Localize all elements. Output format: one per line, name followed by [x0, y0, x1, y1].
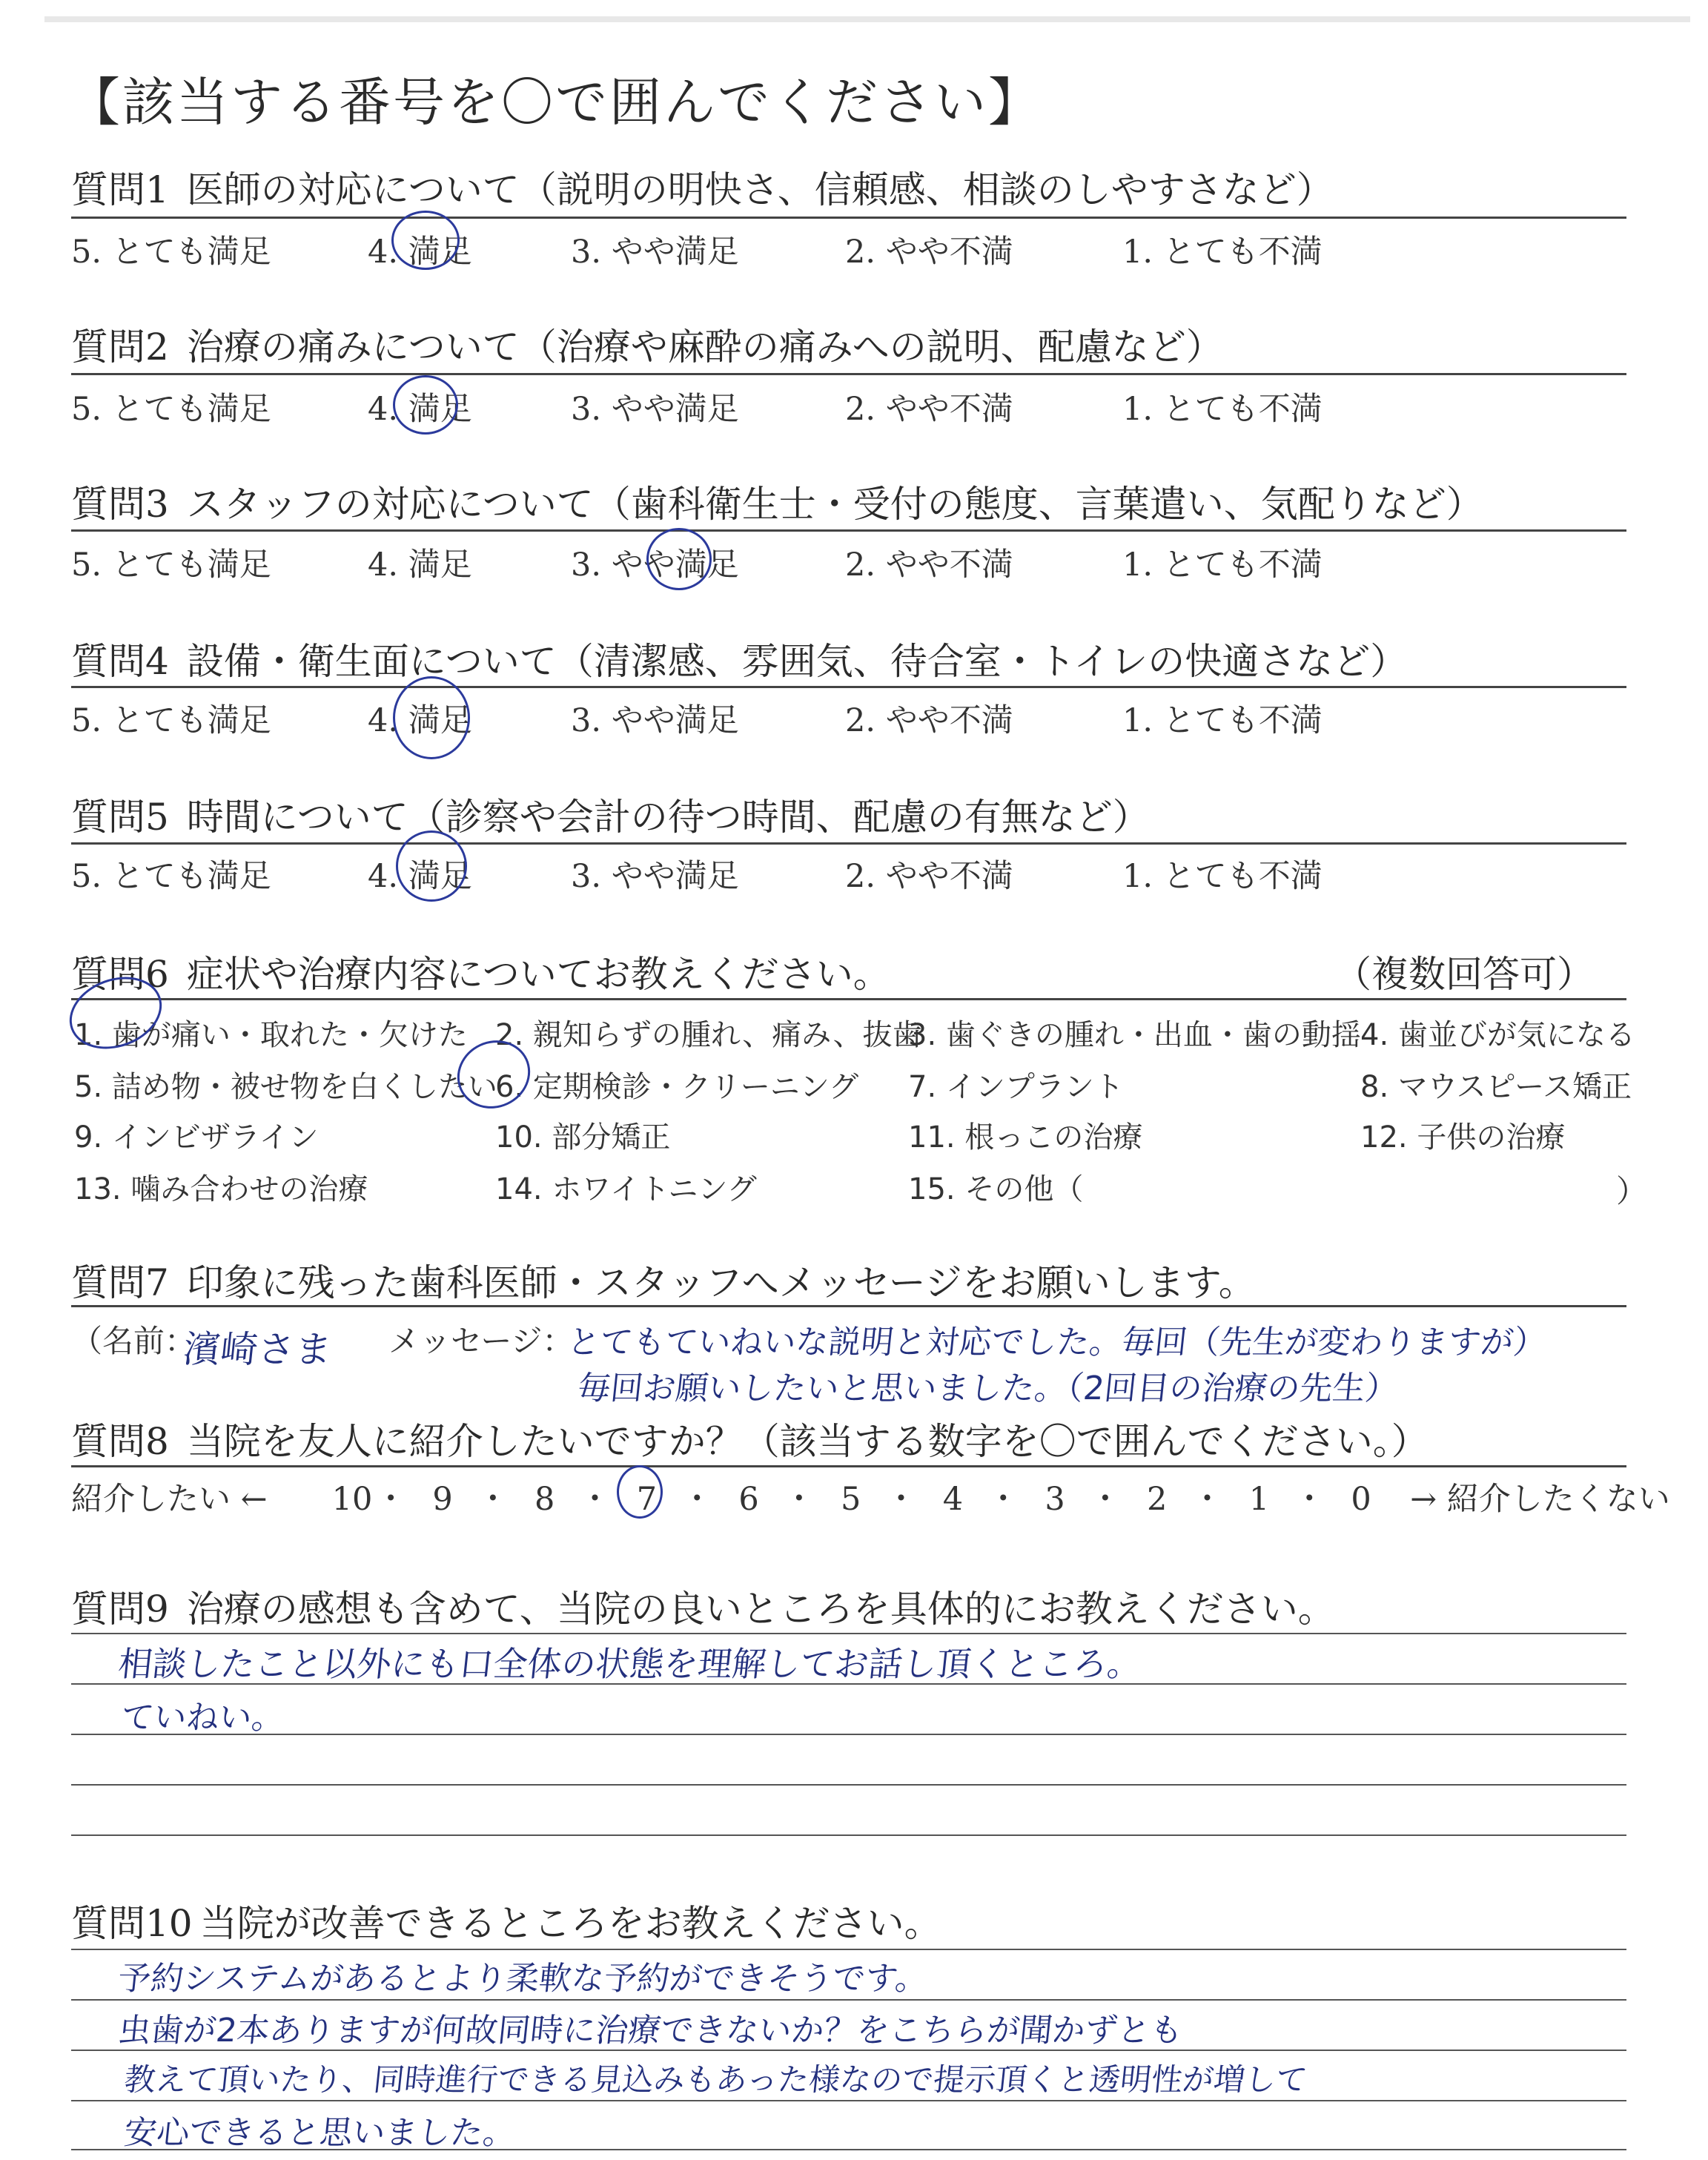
handwritten-message-line-2: 毎回お願いしたいと思いました。（2回目の治療の先生） [575, 1370, 1400, 1407]
question-text: 当院が改善できるところをお教えください。 [199, 1902, 941, 1945]
question-text: 時間について（診察や会計の待つ時間、配慮の有無など） [186, 796, 1150, 839]
handwritten-name: 濱崎さま [181, 1328, 334, 1371]
question-number: 質問2 [71, 326, 169, 369]
option-4[interactable]: 4. 満足 [368, 234, 472, 271]
symptom-option-3[interactable]: 3. 歯ぐきの腫れ・出血・歯の動揺 [908, 1018, 1361, 1052]
question-text: スタッフの対応について（歯科衛生士・受付の態度、言葉遣い、気配りなど） [186, 483, 1483, 526]
symptom-option-9[interactable]: 9. インビザライン [74, 1120, 319, 1155]
handwritten-answer-line-3: 教えて頂いたり、同時進行できる見込みもあった様なので提示頂くと透明性が増して [122, 2061, 1309, 2098]
question-text: 医師の対応について（説明の明快さ、信頼感、相談のしやすさなど） [186, 168, 1334, 211]
question-10 [71, 1894, 941, 1947]
divider [71, 1465, 1626, 1467]
question-number: 質問6 [71, 953, 169, 996]
divider [71, 1305, 1626, 1307]
answer-line [71, 1734, 1626, 1735]
option-1[interactable]: 1. とても不満 [1122, 234, 1323, 271]
question-number: 質問9 [71, 1588, 169, 1631]
question-text: 治療の痛みについて（治療や麻酔の痛みへの説明、配慮など） [186, 326, 1223, 369]
scale-value-0[interactable]: 0 [1351, 1481, 1371, 1518]
option-3[interactable]: 3. やや満足 [571, 702, 739, 739]
symptom-option-6[interactable]: 6. 定期検診・クリーニング [495, 1070, 859, 1104]
symptom-option-2[interactable]: 2. 親知らずの腫れ、痛み、抜歯 [495, 1018, 922, 1052]
handwritten-answer-line-4: 安心できると思いました。 [122, 2114, 518, 2152]
scale-dot: ・ [1191, 1481, 1224, 1518]
divider [71, 217, 1626, 219]
option-4[interactable]: 4. 満足 [368, 858, 472, 895]
question-7 [71, 1253, 1256, 1307]
recommend-scale [71, 1474, 1670, 1519]
scale-dot: ・ [579, 1481, 612, 1518]
question-8 [71, 1412, 1429, 1465]
question-3 [71, 475, 1483, 528]
option-1[interactable]: 1. とても不満 [1122, 858, 1323, 895]
option-2[interactable]: 2. やや不満 [845, 234, 1013, 271]
scan-edge [44, 16, 1690, 22]
symptom-option-4[interactable]: 4. 歯並びが気になる [1360, 1018, 1635, 1052]
selection-circle [396, 830, 467, 902]
handwritten-answer-line-2: 虫歯が2本ありますが何故同時に治療できないか？をこちらが聞かずとも [116, 2012, 1185, 2050]
option-4[interactable]: 4. 満足 [368, 702, 472, 739]
question-number: 質問4 [71, 640, 169, 683]
question-number: 質問3 [71, 483, 169, 526]
question-1 [71, 160, 1334, 214]
question-text: 印象に残った歯科医師・スタッフへメッセージをお願いします。 [186, 1261, 1256, 1304]
divider [71, 529, 1626, 532]
scale-value-7[interactable]: 7 [636, 1481, 658, 1518]
symptom-option-12[interactable]: 12. 子供の治療 [1360, 1120, 1566, 1155]
scale-value-4[interactable]: 4 [942, 1481, 964, 1518]
scale-dot: ・ [681, 1481, 713, 1518]
handwritten-message-line-1: とてもていねいな説明と対応でした。毎回（先生が変わりますが） [565, 1324, 1549, 1361]
scale-value-5[interactable]: 5 [841, 1481, 861, 1518]
divider [71, 842, 1626, 845]
option-1[interactable]: 1. とても不満 [1122, 546, 1323, 584]
question-5 [71, 787, 1150, 841]
option-5[interactable]: 5. とても満足 [71, 858, 271, 895]
scale-dot: ・ [885, 1481, 918, 1518]
symptom-option-10[interactable]: 10. 部分矯正 [495, 1120, 671, 1155]
option-3[interactable]: 3. やや満足 [571, 546, 739, 584]
option-5[interactable]: 5. とても満足 [71, 546, 271, 584]
scale-value-3[interactable]: 3 [1045, 1481, 1065, 1518]
name-label: （名前： [71, 1323, 196, 1359]
answer-line [71, 1834, 1626, 1836]
handwritten-answer-line-2: ていねい。 [119, 1699, 287, 1737]
answer-line [71, 1633, 1626, 1634]
symptom-option-13[interactable]: 13. 噛み合わせの治療 [74, 1172, 368, 1206]
form-header: 【該当する番号を〇で囲んでください】 [68, 72, 1042, 133]
question-4 [71, 632, 1407, 685]
scale-dot: ・ [477, 1481, 509, 1518]
option-1[interactable]: 1. とても不満 [1122, 391, 1323, 428]
scale-value-6[interactable]: 6 [738, 1481, 759, 1518]
question-2 [71, 317, 1223, 371]
option-5[interactable]: 5. とても満足 [71, 702, 271, 739]
answer-line [71, 2100, 1626, 2101]
question-number: 質問10 [71, 1902, 193, 1945]
question-number: 質問7 [71, 1261, 169, 1304]
option-5[interactable]: 5. とても満足 [71, 391, 271, 428]
scale-dot: ・ [783, 1481, 815, 1518]
question-text: 設備・衛生面について（清潔感、雰囲気、待合室・トイレの快適さなど） [186, 640, 1408, 683]
divider [71, 998, 1626, 1000]
scale-dot: ・ [374, 1481, 407, 1518]
other-close-paren: ） [1616, 1173, 1648, 1209]
message-label: メッセージ： [388, 1323, 574, 1359]
answer-line [71, 1784, 1626, 1786]
question-number: 質問8 [71, 1420, 169, 1463]
question-6 [71, 945, 890, 998]
symptom-option-7[interactable]: 7. インプラント [908, 1070, 1124, 1104]
answer-line [71, 1949, 1626, 1950]
symptom-option-5[interactable]: 5. 詰め物・被せ物を白くしたい [74, 1070, 497, 1104]
handwritten-answer-line-1: 予約システムがあるとより柔軟な予約ができそうです。 [116, 1960, 930, 1998]
question-text: 症状や治療内容についてお教えください。 [186, 953, 890, 996]
divider [71, 686, 1626, 688]
option-1[interactable]: 1. とても不満 [1122, 702, 1323, 739]
option-5[interactable]: 5. とても満足 [71, 234, 271, 271]
scale-right-label: → 紹介したくない [1410, 1481, 1670, 1518]
option-3[interactable]: 3. やや満足 [571, 858, 739, 895]
scale-value-2[interactable]: 2 [1147, 1481, 1168, 1518]
scale-dot: ・ [1089, 1481, 1122, 1518]
scale-dot: ・ [1293, 1481, 1325, 1518]
option-4[interactable]: 4. 満足 [368, 546, 472, 584]
scale-value-10[interactable]: 10 [331, 1481, 373, 1518]
option-3[interactable]: 3. やや満足 [571, 391, 739, 428]
question-number: 質問5 [71, 796, 169, 839]
symptom-option-1[interactable]: 1. 歯が痛い・取れた・欠けた [74, 1018, 468, 1052]
option-2[interactable]: 2. やや不満 [845, 702, 1013, 739]
question-text: 当院を友人に紹介したいですか？（該当する数字を〇で囲んでください。） [186, 1420, 1429, 1463]
option-2[interactable]: 2. やや不満 [845, 858, 1013, 895]
symptom-option-11[interactable]: 11. 根っこの治療 [908, 1120, 1143, 1155]
answer-line [71, 1999, 1626, 2001]
selection-circle [393, 676, 470, 759]
question-text: 治療の感想も含めて、当院の良いところを具体的にお教えください。 [186, 1588, 1335, 1631]
scale-left-label: 紹介したい ← [71, 1481, 268, 1518]
handwritten-answer-line-1: 相談したこと以外にも口全体の状態を理解してお話し頂くところ。 [116, 1644, 1144, 1684]
selection-circle [646, 528, 712, 590]
option-4[interactable]: 4. 満足 [368, 391, 472, 428]
scale-value-1[interactable]: 1 [1248, 1481, 1270, 1518]
question-number: 質問1 [71, 168, 169, 211]
option-2[interactable]: 2. やや不満 [845, 391, 1013, 428]
selection-circle [393, 375, 458, 435]
symptom-option-14[interactable]: 14. ホワイトニング [495, 1172, 757, 1206]
selection-circle [391, 211, 460, 270]
option-3[interactable]: 3. やや満足 [571, 234, 739, 271]
symptom-option-8[interactable]: 8. マウスピース矯正 [1360, 1070, 1632, 1104]
scale-value-9[interactable]: 9 [432, 1481, 453, 1518]
symptom-option-15[interactable]: 15. その他（ [908, 1172, 1084, 1206]
selection-circle [617, 1465, 663, 1519]
scale-value-8[interactable]: 8 [534, 1481, 555, 1518]
multiple-answers-note: （複数回答可） [1334, 953, 1594, 996]
divider [71, 373, 1626, 375]
question-9 [71, 1579, 1335, 1633]
scale-dot: ・ [987, 1481, 1019, 1518]
option-2[interactable]: 2. やや不満 [845, 546, 1013, 584]
